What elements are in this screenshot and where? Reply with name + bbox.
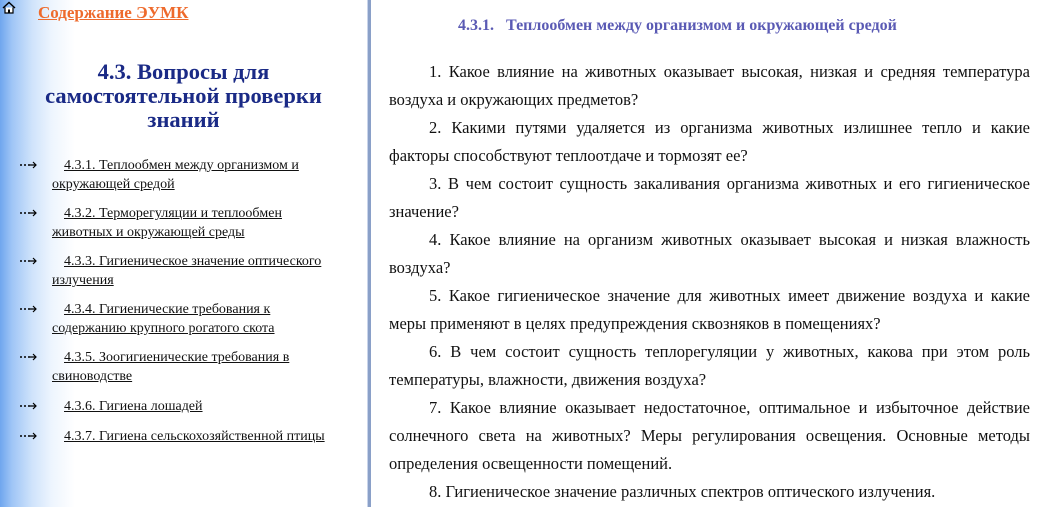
home-icon[interactable] — [1, 0, 17, 15]
section-title: 4.3. Вопросы для самостоятельной проверки знаний — [45, 59, 322, 132]
arrow-icon — [18, 427, 40, 441]
nav-label[interactable]: 4.3.5. Зоогигиенические требования в свиноводстве — [52, 350, 290, 384]
question-4: 4. Какое влияние на организм животных оказывает высокая и низкая влажность воздуха? — [389, 230, 1030, 277]
nav-item-4-3-7[interactable] — [18, 427, 338, 446]
nav-item-4-3-1[interactable] — [18, 156, 338, 194]
nav-item-4-3-4[interactable] — [18, 300, 338, 338]
arrow-icon — [18, 156, 40, 170]
nav-item-4-3-5[interactable] — [18, 348, 338, 386]
arrow-icon — [18, 348, 40, 362]
nav-label[interactable]: 4.3.2. Терморегуляции и теплообмен животных и окружающей среды — [52, 206, 282, 240]
question-5: 5. Какое гигиеническое значение для животных имеет движение воздуха и какие меры применяют в целях предупреждения сквозняков в помещениях? — [389, 286, 1030, 333]
question-8: 8. Гигиеническое значение различных спектров оптического излучения. — [429, 482, 936, 501]
question-2: 2. Какими путями удаляется из организма животных излишнее тепло и какие факторы способствуют теплоотдаче и тормозят ее? — [389, 118, 1030, 165]
arrow-icon — [18, 204, 40, 218]
nav-label[interactable]: 4.3.3. Гигиеническое значение оптического излучения — [52, 254, 322, 288]
question-7: 7. Какое влияние оказывает недостаточное, оптимальное и избыточное действие солнечного света на животных? Меры регулирования освещения. Основные методы определения освещенности помещений. — [389, 398, 1030, 473]
question-1: 1. Какое влияние на животных оказывает высокая, низкая и средняя температура воздуха и окружающих предметов? — [389, 62, 1030, 109]
arrow-icon — [18, 300, 40, 314]
nav-item-4-3-6[interactable] — [18, 397, 338, 416]
toc-link[interactable]: Содержание ЭУМК — [38, 3, 189, 22]
question-6: 6. В чем состоит сущность теплорегуляции у животных, какова при этом роль температуры, влажности, движения воздуха? — [389, 342, 1030, 389]
frame-divider[interactable] — [367, 0, 371, 507]
sidebar — [0, 0, 367, 507]
question-3: 3. В чем состоит сущность закаливания организма животных и его гигиеническое значение? — [389, 174, 1030, 221]
page-heading: 4.3.1. Теплообмен между организмом и окружающей средой — [458, 17, 897, 34]
arrow-icon — [18, 252, 40, 266]
nav-label[interactable]: 4.3.7. Гигиена сельскохозяйственной птицы — [64, 429, 325, 444]
nav-label[interactable]: 4.3.6. Гигиена лошадей — [64, 399, 203, 414]
nav-item-4-3-3[interactable] — [18, 252, 338, 290]
nav-label[interactable]: 4.3.1. Теплообмен между организмом и окружающей средой — [52, 158, 299, 192]
arrow-icon — [18, 397, 40, 411]
nav-label[interactable]: 4.3.4. Гигиенические требования к содержанию крупного рогатого скота — [52, 302, 275, 336]
nav-item-4-3-2[interactable] — [18, 204, 338, 242]
